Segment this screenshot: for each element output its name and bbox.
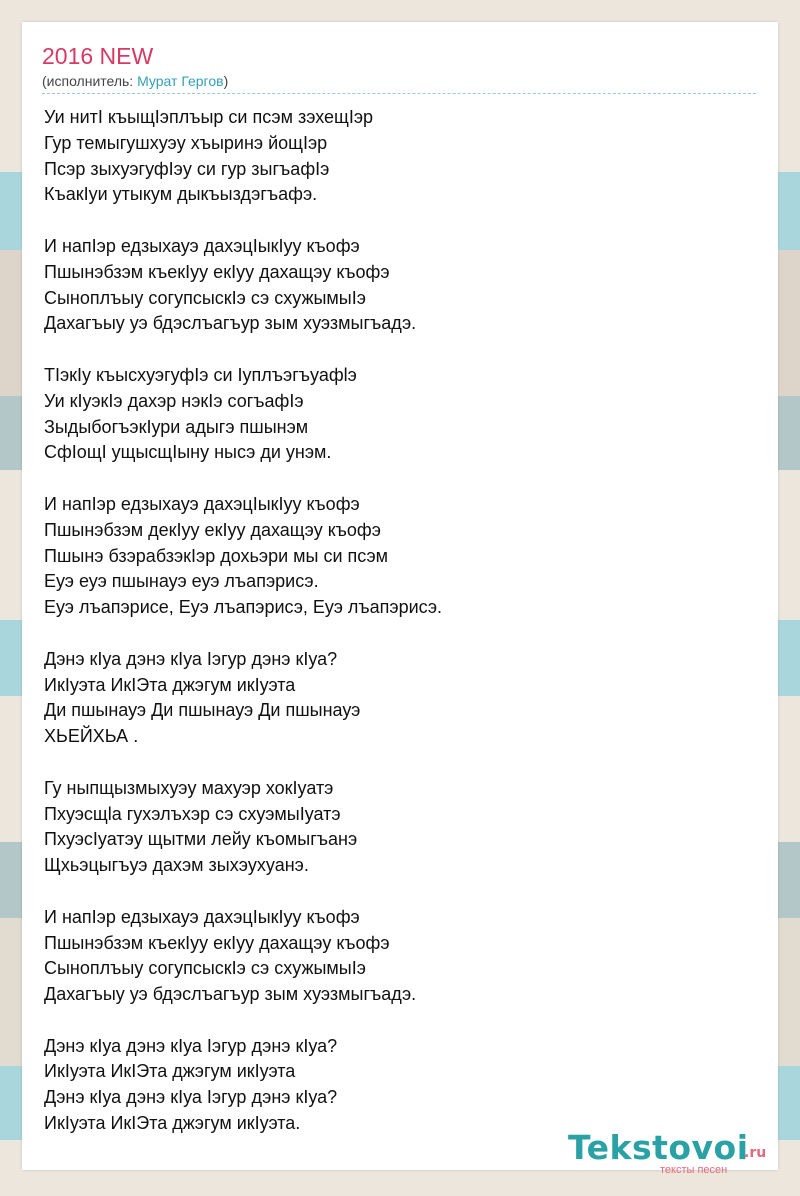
lyrics-stanza: [44, 105, 442, 208]
lyrics-line: Еуэ лъапэрисе, Еуэ лъапэрисэ, Еуэ лъапэрисэ.: [44, 597, 443, 618]
lyrics-line: КъакIуи утыкум дыкъыздэгъафэ.: [44, 184, 318, 205]
lyrics-line: ИкIуэта ИкIЭта джэгум икIуэта.: [44, 1113, 301, 1134]
lyrics-line: И напIэр едзыхауэ дахэцIыкIуу къофэ: [44, 493, 360, 514]
lyrics-line: Пшынэ бзэрабзэкIэр дохьэри мы си псэм: [44, 545, 389, 566]
lyrics-line: Дэнэ кIуа дэнэ кIуа Iэгур дэнэ кIуа?: [44, 1087, 338, 1108]
lyrics-line: ИкIуэта ИкIЭта джэгум икIуэта: [44, 674, 296, 695]
lyrics-line: Псэр зыхуэгуфIэу си гур зыгъафIэ: [44, 158, 330, 179]
lyrics-stanza: [44, 647, 442, 750]
lyrics-line: И напIэр едзыхауэ дахэцIыкIуу къофэ: [44, 906, 360, 927]
logo-domain: .ru: [744, 1145, 767, 1161]
lyrics-line: Щхьэцыгъуэ дахэм зыхэухуанэ.: [44, 855, 309, 876]
song-title: 2016 NEW: [42, 43, 154, 69]
site-logo[interactable]: [568, 1128, 778, 1178]
lyrics-line: Еуэ еуэ пшынауэ еуэ лъапэрисэ.: [44, 571, 319, 592]
logo-wordmark: Tekstovoi: [568, 1128, 749, 1167]
logo-tagline: тексты песен: [660, 1164, 728, 1176]
lyrics-line: Дэнэ кIуа дэнэ кIуа Iэгур дэнэ кIуа?: [44, 1035, 338, 1056]
lyrics-line: ПхуэсIуатэу щытми лейу къомыгъанэ: [44, 829, 358, 850]
lyrics-line: Дахагъыу уэ бдэслъагъур зым хуэзмыгъадэ.: [44, 984, 417, 1005]
lyrics-line: ЗыдыбогъэкIури адыгэ пшынэм: [44, 416, 309, 437]
performer-line: [42, 72, 756, 94]
lyrics-line: Гур темыгушхуэу хъыринэ йощIэр: [44, 132, 328, 153]
lyrics-card: [22, 22, 778, 1170]
lyrics-line: ИкIуэта ИкIЭта джэгум икIуэта: [44, 1061, 296, 1082]
lyrics-line: Уи кIуэкIэ дахэр нэкIэ согъафIэ: [44, 390, 304, 411]
lyrics-line: Пшынэбзэм декIуу екIуу дахащэу къофэ: [44, 519, 381, 540]
lyrics-line: Пшынэбзэм къекIуу екIуу дахащэу къофэ: [44, 932, 390, 953]
performer-prefix: (исполнитель:: [42, 73, 138, 89]
lyrics-stanza: [44, 905, 442, 1008]
lyrics-line: Уи нитI къыщIэплъыр си псэм зэхещIэр: [44, 107, 374, 127]
lyrics-line: Дэнэ кIуа дэнэ кIуа Iэгур дэнэ кIуа?: [44, 648, 338, 669]
lyrics-line: Пшынэбзэм къекIуу екIуу дахащэу къофэ: [44, 261, 390, 282]
lyrics-line: Ди пшынауэ Ди пшынауэ Ди пшынауэ: [44, 700, 361, 721]
lyrics-line: ТIэкIу къысхуэгуфIэ си Iуплъэгъуафlэ: [44, 364, 357, 385]
lyrics-stanza: [44, 776, 442, 879]
lyrics-stanza: [44, 234, 442, 337]
lyrics-stanza: [44, 1034, 442, 1137]
lyrics-line: Сыноплъыу согупсыскIэ сэ схужымыIэ: [44, 958, 366, 979]
lyrics-line: И напIэр едзыхауэ дахэцIыкIуу къофэ: [44, 235, 360, 256]
lyrics-stanza: [44, 363, 442, 466]
lyrics-line: Сыноплъыу согупсыскIэ сэ схужымыIэ: [44, 287, 366, 308]
artist-link[interactable]: Мурат Гергов: [137, 73, 224, 89]
lyrics-line: Гу ныпщызмыхуэу махуэр хокIуатэ: [44, 777, 334, 798]
lyrics-line: Пхуэсщlа гухэлъхэр сэ схуэмыIуатэ: [44, 803, 341, 824]
lyrics-text: [44, 105, 442, 1163]
performer-suffix: ): [223, 73, 229, 89]
lyrics-line: СфIощI ущысщIыну нысэ ди унэм.: [44, 442, 332, 463]
lyrics-stanza: [44, 492, 442, 621]
lyrics-line: Дахагъыу уэ бдэслъагъур зым хуэзмыгъадэ.: [44, 313, 417, 334]
lyrics-line: ХЬЕЙХЬА .: [44, 726, 139, 747]
